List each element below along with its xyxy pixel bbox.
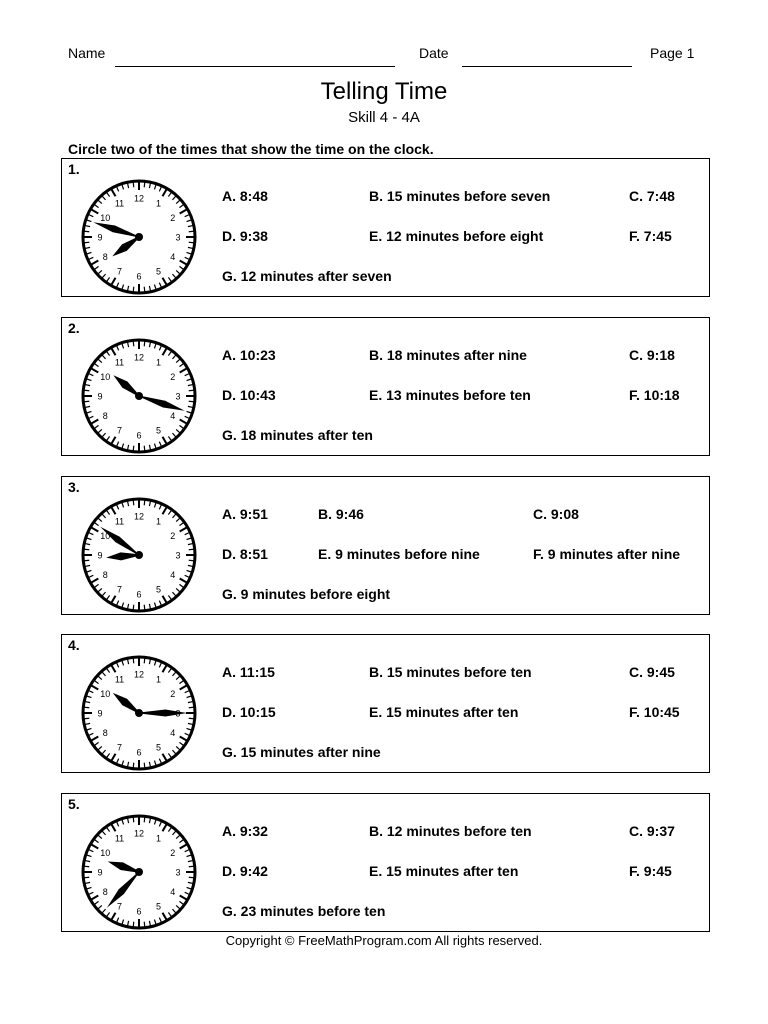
answer-option-a[interactable]: A. 9:32 <box>222 823 268 839</box>
clock-minute-tick <box>133 658 134 663</box>
clock-number: 6 <box>136 906 142 917</box>
clock-center <box>135 709 143 717</box>
clock <box>79 175 199 299</box>
clock-number: 4 <box>170 411 176 421</box>
answer-option-b[interactable]: B. 18 minutes after nine <box>369 347 527 363</box>
clock-number: 1 <box>155 833 162 844</box>
clock-number: 12 <box>133 669 145 680</box>
clock-number: 5 <box>155 266 162 277</box>
clock-minute-tick <box>84 707 89 708</box>
clock-minute-tick <box>133 500 134 505</box>
page-title: Telling Time <box>320 78 448 105</box>
clock-minute-tick <box>189 242 194 243</box>
answer-option-d[interactable]: D. 9:42 <box>222 863 268 879</box>
answer-option-c[interactable]: C. 9:08 <box>533 506 579 522</box>
clock <box>79 651 199 775</box>
clock-number: 5 <box>155 901 162 912</box>
clock-number: 11 <box>114 198 125 209</box>
clock-number: 7 <box>116 901 123 912</box>
date-line[interactable] <box>462 66 632 67</box>
clock-number: 10 <box>100 213 111 223</box>
clock <box>79 334 199 458</box>
clock-minute-tick <box>189 560 194 561</box>
answer-option-f[interactable]: F. 10:45 <box>629 704 680 720</box>
clock-number: 9 <box>97 232 103 243</box>
clock-minute-tick <box>144 922 145 927</box>
clock-number: 3 <box>175 232 181 243</box>
clock-minute-tick <box>189 549 194 550</box>
clock-center <box>135 551 143 559</box>
clock-number: 1 <box>155 357 162 368</box>
clock-minute-tick <box>84 560 89 561</box>
clock-minute-tick <box>144 605 145 610</box>
answer-option-g[interactable]: G. 23 minutes before ten <box>222 903 386 919</box>
answer-option-a[interactable]: A. 8:48 <box>222 188 268 204</box>
clock-minute-tick <box>84 401 89 402</box>
clock <box>79 810 199 934</box>
clock-number: 1 <box>155 674 162 685</box>
clock-number: 4 <box>170 252 176 262</box>
answer-option-d[interactable]: D. 10:43 <box>222 387 276 403</box>
problem-3 <box>61 476 710 615</box>
clock-minute-tick <box>144 817 145 822</box>
answer-option-f[interactable]: F. 9 minutes after nine <box>533 546 681 562</box>
instructions: Circle two of the times that show the time on the clock. <box>68 141 434 157</box>
answer-option-e[interactable]: E. 13 minutes before ten <box>369 387 531 403</box>
clock-number: 12 <box>133 352 145 363</box>
clock-minute-tick <box>144 287 145 292</box>
answer-option-b[interactable]: B. 12 minutes before ten <box>369 823 532 839</box>
clock-center <box>135 868 143 876</box>
clock-number: 9 <box>97 708 103 719</box>
copyright-footer: Copyright © FreeMathProgram.com All rights reserved. <box>225 933 543 948</box>
problem-number: 3. <box>68 479 80 495</box>
clock-number: 2 <box>170 213 176 223</box>
answer-option-a[interactable]: A. 10:23 <box>222 347 276 363</box>
clock-number: 8 <box>102 252 108 262</box>
page-label: Page 1 <box>650 45 695 61</box>
problem-number: 1. <box>68 161 80 177</box>
clock-number: 2 <box>170 372 176 382</box>
problem-number: 4. <box>68 637 80 653</box>
clock-number: 10 <box>100 372 111 382</box>
answer-option-f[interactable]: F. 10:18 <box>629 387 680 403</box>
answer-option-e[interactable]: E. 9 minutes before nine <box>318 546 480 562</box>
answer-option-e[interactable]: E. 15 minutes after ten <box>369 863 519 879</box>
clock-number: 9 <box>97 391 103 402</box>
clock-number: 8 <box>102 570 108 580</box>
clock-number: 7 <box>116 742 123 753</box>
name-line[interactable] <box>115 66 395 67</box>
clock-number: 11 <box>114 357 125 368</box>
clock-minute-tick <box>144 658 145 663</box>
clock-minute-tick <box>144 341 145 346</box>
clock-minute-tick <box>133 605 134 610</box>
answer-option-b[interactable]: B. 15 minutes before seven <box>369 188 551 204</box>
clock-number: 2 <box>170 848 176 858</box>
clock-number: 2 <box>170 531 176 541</box>
clock-number: 5 <box>155 742 162 753</box>
clock-number: 8 <box>102 411 108 421</box>
clock-number: 3 <box>175 867 181 878</box>
clock-number: 10 <box>100 848 111 858</box>
answer-option-d[interactable]: D. 9:38 <box>222 228 268 244</box>
clock-number: 5 <box>155 584 162 595</box>
clock-number: 4 <box>170 728 176 738</box>
answer-option-c[interactable]: C. 7:48 <box>629 188 675 204</box>
clock-minute-tick <box>144 763 145 768</box>
answer-option-a[interactable]: A. 11:15 <box>222 664 275 680</box>
answer-option-e[interactable]: E. 12 minutes before eight <box>369 228 544 244</box>
clock-minute-tick <box>84 549 89 550</box>
answer-option-a[interactable]: A. 9:51 <box>222 506 268 522</box>
name-label: Name <box>68 45 106 61</box>
clock-minute-tick <box>84 390 89 391</box>
problem-number: 5. <box>68 796 80 812</box>
answer-option-d[interactable]: D. 8:51 <box>222 546 268 562</box>
clock-minute-tick <box>189 718 194 719</box>
date-label: Date <box>419 45 449 61</box>
clock-center <box>135 392 143 400</box>
answer-option-d[interactable]: D. 10:15 <box>222 704 276 720</box>
clock-number: 3 <box>175 391 181 402</box>
clock-minute-tick <box>133 763 134 768</box>
answer-option-b[interactable]: B. 15 minutes before ten <box>369 664 532 680</box>
clock-number: 7 <box>116 266 123 277</box>
clock-number: 12 <box>133 828 145 839</box>
clock-number: 10 <box>100 531 111 541</box>
problem-5 <box>61 793 710 932</box>
clock-minute-tick <box>189 707 194 708</box>
answer-option-f[interactable]: F. 7:45 <box>629 228 672 244</box>
clock-number: 1 <box>155 198 162 209</box>
answer-option-f[interactable]: F. 9:45 <box>629 863 672 879</box>
clock-number: 9 <box>97 867 103 878</box>
answer-option-c[interactable]: C. 9:37 <box>629 823 675 839</box>
problem-2 <box>61 317 710 456</box>
clock-minute-tick <box>84 866 89 867</box>
answer-option-c[interactable]: C. 9:18 <box>629 347 675 363</box>
clock-number: 6 <box>136 589 142 600</box>
answer-option-g[interactable]: G. 18 minutes after ten <box>222 427 373 443</box>
clock-minute-tick <box>84 231 89 232</box>
clock-minute-tick <box>84 718 89 719</box>
clock-number: 12 <box>133 511 145 522</box>
clock-minute-tick <box>144 446 145 451</box>
clock-number: 11 <box>114 833 125 844</box>
clock-number: 9 <box>97 550 103 561</box>
clock-number: 4 <box>170 887 176 897</box>
clock-minute-tick <box>189 866 194 867</box>
clock-number: 6 <box>136 430 142 441</box>
clock-number: 5 <box>155 425 162 436</box>
clock-minute-tick <box>189 401 194 402</box>
clock-minute-tick <box>189 231 194 232</box>
clock-minute-tick <box>133 287 134 292</box>
clock-minute-tick <box>133 817 134 822</box>
answer-option-g[interactable]: G. 9 minutes before eight <box>222 586 391 602</box>
clock-minute-tick <box>144 182 145 187</box>
answer-option-c[interactable]: C. 9:45 <box>629 664 675 680</box>
clock-center <box>135 233 143 241</box>
clock-minute-tick <box>133 341 134 346</box>
clock-number: 6 <box>136 747 142 758</box>
problem-number: 2. <box>68 320 80 336</box>
answer-option-b[interactable]: B. 9:46 <box>318 506 364 522</box>
clock-number: 11 <box>114 516 125 527</box>
clock-number: 12 <box>133 193 145 204</box>
clock-minute-tick <box>133 182 134 187</box>
clock-minute-tick <box>84 877 89 878</box>
clock-minute-tick <box>189 877 194 878</box>
problem-4 <box>61 634 710 773</box>
clock-number: 8 <box>102 728 108 738</box>
clock-number: 2 <box>170 689 176 699</box>
clock-number: 1 <box>155 516 162 527</box>
clock-minute-tick <box>133 446 134 451</box>
clock-number: 4 <box>170 570 176 580</box>
answer-option-g[interactable]: G. 12 minutes after seven <box>222 268 392 284</box>
clock-number: 11 <box>114 674 125 685</box>
clock-minute-tick <box>144 500 145 505</box>
clock-minute-tick <box>84 242 89 243</box>
clock-number: 6 <box>136 271 142 282</box>
clock-number: 7 <box>116 425 123 436</box>
answer-option-g[interactable]: G. 15 minutes after nine <box>222 744 381 760</box>
clock-minute-tick <box>133 922 134 927</box>
problem-1 <box>61 158 710 297</box>
clock-number: 10 <box>100 689 111 699</box>
clock-number: 7 <box>116 584 123 595</box>
clock-number: 3 <box>175 550 181 561</box>
clock-number: 8 <box>102 887 108 897</box>
answer-option-e[interactable]: E. 15 minutes after ten <box>369 704 519 720</box>
clock-minute-tick <box>189 390 194 391</box>
clock <box>79 493 199 617</box>
page-subtitle: Skill 4 - 4A <box>348 109 420 126</box>
